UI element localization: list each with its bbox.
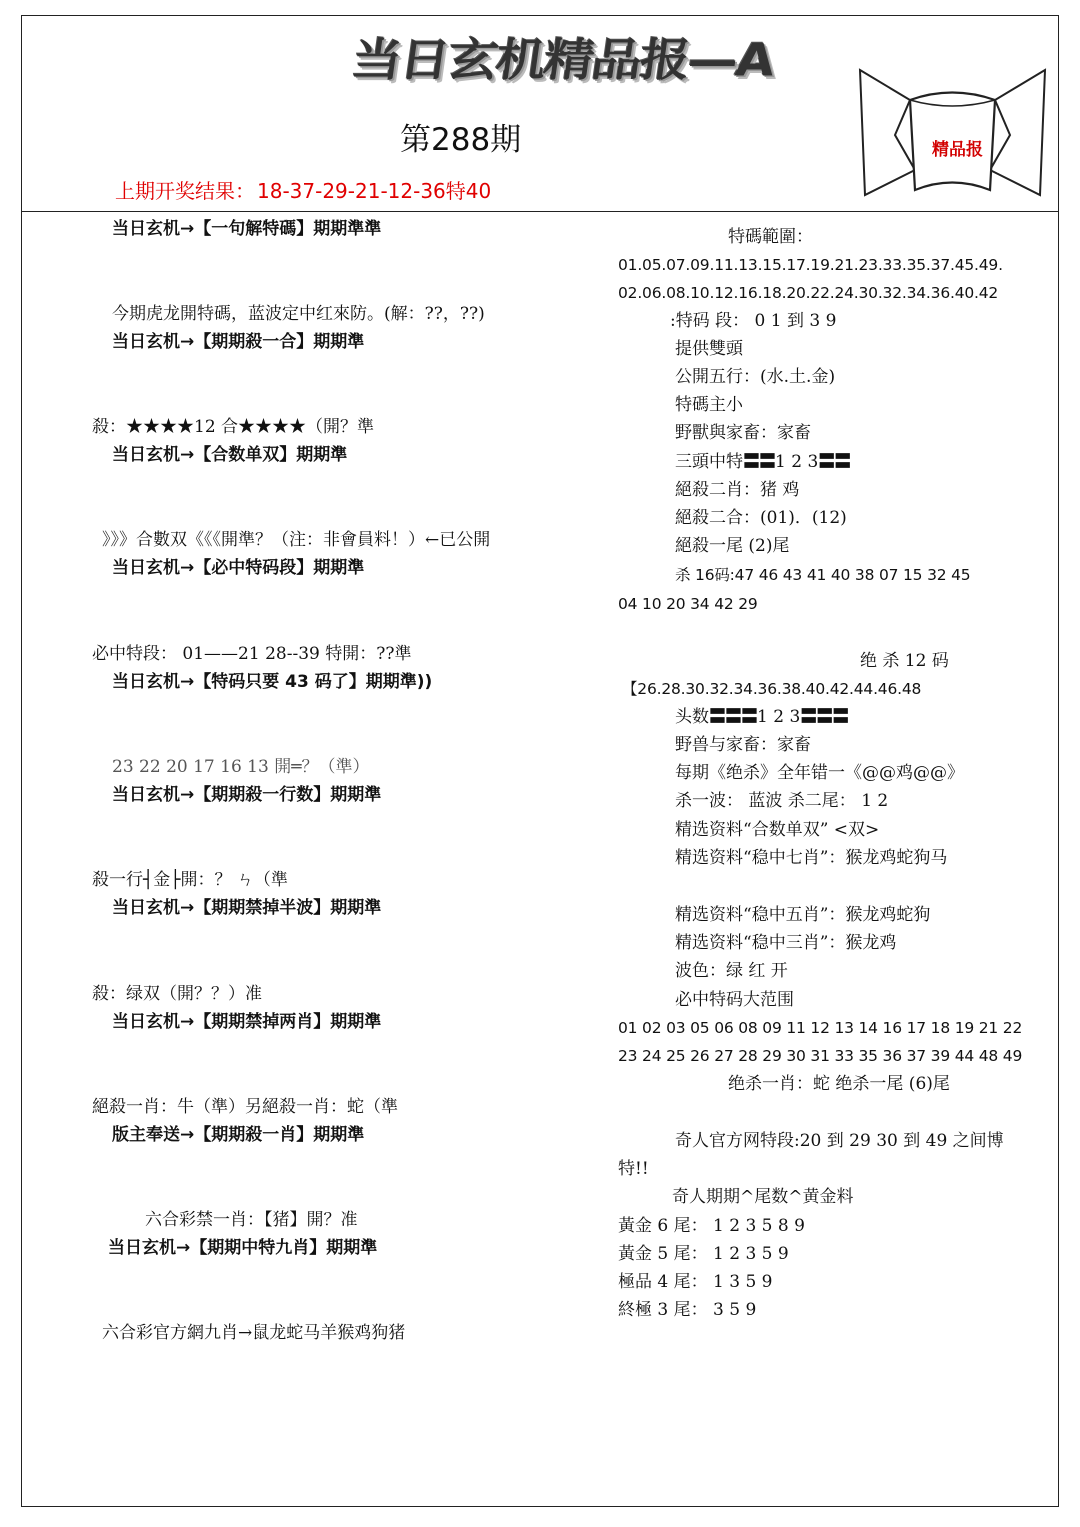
head-bars-left: 〓〓〓 xyxy=(709,707,757,727)
left-line-5: 当日玄机→【合数单双】期期準 xyxy=(112,445,348,465)
left-line-8: 必中特段： 01——21 28--39 特開：??準 xyxy=(92,644,412,664)
qiren-line-1: 奇人官方网特段:20 到 29 30 到 49 之间博 xyxy=(675,1131,1004,1151)
kill-two-zodiac: 絕殺二肖：猪 鸡 xyxy=(675,480,800,500)
gold-6-tail: 黃金 6 尾： 1 2 3 5 8 9 xyxy=(618,1216,805,1236)
kill-zodiac-tail: 绝杀一肖：蛇 绝杀一尾 (6)尾 xyxy=(728,1074,950,1094)
left-line-9: 当日玄机→【特码只要 43 码了】期期準)) xyxy=(112,672,433,692)
last-result-numbers: 18-37-29-21-12-36特40 xyxy=(257,179,492,203)
left-line-16: 絕殺一肖：牛（準）另絕殺一肖：蛇（準 xyxy=(92,1097,398,1117)
wave-color: 波色：绿 红 开 xyxy=(675,961,788,981)
left-line-4: 殺：★★★★12 合★★★★（開？準 xyxy=(92,417,375,437)
qiren-title: 奇人期期^尾数^黄金料 xyxy=(672,1187,854,1207)
range-line-2: 02.06.08.10.12.16.18.20.22.24.30.32.34.36.40.42 xyxy=(618,284,999,302)
three-head-prefix: 三頭中特 xyxy=(675,452,743,472)
banner-title: 当日玄机精品报—A xyxy=(348,33,777,87)
issue-number: 第288期 xyxy=(400,122,522,158)
last-result-label: 上期开奖结果： xyxy=(115,179,255,203)
left-line-7: 当日玄机→【必中特码段】期期準 xyxy=(112,558,365,578)
pick-five: 精选资料“稳中五肖”：猴龙鸡蛇狗 xyxy=(675,905,931,925)
left-line-18: 六合彩禁一肖：【猪】開？准 xyxy=(145,1210,358,1230)
head-prefix: 头数 xyxy=(675,707,709,727)
kill-one-tail: 絕殺一尾 (2)尾 xyxy=(675,536,790,556)
left-line-1: 当日玄机→【一句解特碼】期期準準 xyxy=(112,219,382,239)
qiren-line-2: 特!! xyxy=(618,1159,649,1179)
left-line-14: 殺：绿双（開？？）准 xyxy=(92,984,262,1004)
left-line-3: 当日玄机→【期期殺一合】期期準 xyxy=(112,332,365,352)
double-head: 提供雙頭 xyxy=(675,339,743,359)
last-result xyxy=(115,175,491,204)
head-bars-right: 〓〓〓 xyxy=(800,707,849,727)
left-line-2: 今期虎龙開特碼，蓝波定中红來防。(解：??，??) xyxy=(112,304,485,324)
wild-domestic-2: 野兽与家畜：家畜 xyxy=(675,735,811,755)
left-line-20: 六合彩官方網九肖→鼠龙蛇马羊猴鸡狗猪 xyxy=(102,1323,406,1343)
left-line-17: 版主奉送→【期期殺一肖】期期準 xyxy=(112,1125,365,1145)
kill16-line-1: 杀 16码:47 46 43 41 40 38 07 15 32 45 xyxy=(675,566,971,584)
must-range-title: 必中特码大范围 xyxy=(675,990,794,1010)
top-4-tail: 極品 4 尾： 1 3 5 9 xyxy=(618,1272,773,1292)
three-head-bars-left: 〓〓 xyxy=(743,452,775,472)
kill-two-he: 絕殺二合：(01)．(12) xyxy=(675,508,847,528)
range-title: 特碼範圍： xyxy=(728,227,813,247)
must-range-line-2: 23 24 25 26 27 28 29 30 31 33 35 36 37 39 44 48 49 xyxy=(618,1047,1023,1065)
must-range-line-1: 01 02 03 05 06 08 09 11 12 13 14 16 17 18 19 21 22 xyxy=(618,1019,1023,1037)
small-note: 特碼主小 xyxy=(675,395,743,415)
left-line-19: 当日玄机→【期期中特九肖】期期準 xyxy=(108,1238,378,1258)
final-3-tail: 終極 3 尾： 3 5 9 xyxy=(618,1300,757,1320)
ribbon-label: 精品报 xyxy=(932,140,983,160)
pick-seven: 精选资料“稳中七肖”：猴龙鸡蛇狗马 xyxy=(675,848,948,868)
header-divider xyxy=(21,211,1059,212)
wild-domestic: 野獸與家畜：家畜 xyxy=(675,423,811,443)
left-line-10: 23 22 20 17 16 13 開═？（準） xyxy=(112,757,370,777)
pick-he: 精选资料“合数单双” <双> xyxy=(675,820,880,840)
head-numbers xyxy=(675,706,848,728)
left-line-6: 》》》合數双《《《開準？（注：非會員料！）←已公開 xyxy=(102,530,491,550)
three-head xyxy=(675,451,850,473)
left-line-12: 殺一行┤金├開：？ ㄣ（準 xyxy=(92,870,288,890)
left-line-11: 当日玄机→【期期殺一行数】期期準 xyxy=(112,785,382,805)
left-line-13: 当日玄机→【期期禁掉半波】期期準 xyxy=(112,898,382,918)
gold-5-tail: 黃金 5 尾： 1 2 3 5 9 xyxy=(618,1244,789,1264)
ribbon-icon xyxy=(855,60,1050,200)
left-line-15: 当日玄机→【期期禁掉两肖】期期準 xyxy=(112,1012,382,1032)
head-nums: 1 2 3 xyxy=(757,707,801,727)
pick-three: 精选资料“稳中三肖”：猴龙鸡 xyxy=(675,933,897,953)
kill-wave: 杀一波： 蓝波 杀二尾： 1 2 xyxy=(675,791,889,811)
kill12-title: 绝 杀 12 码 xyxy=(860,651,949,671)
range-line-1: 01.05.07.09.11.13.15.17.19.21.23.33.35.37.45.49. xyxy=(618,256,1003,274)
five-elements: 公開五行：(水.土.金) xyxy=(675,367,836,387)
three-head-nums: 1 2 3 xyxy=(775,452,819,472)
kill12-numbers: 【26.28.30.32.34.36.38.40.42.44.46.48 xyxy=(622,680,922,698)
kill16-line-2: 04 10 20 34 42 29 xyxy=(618,595,758,613)
segment: :特码 段： 0 1 到 3 9 xyxy=(670,311,837,331)
jue-sha: 每期《绝杀》全年错一《@@鸡@@》 xyxy=(675,763,964,783)
three-head-bars-right: 〓〓 xyxy=(818,452,851,472)
